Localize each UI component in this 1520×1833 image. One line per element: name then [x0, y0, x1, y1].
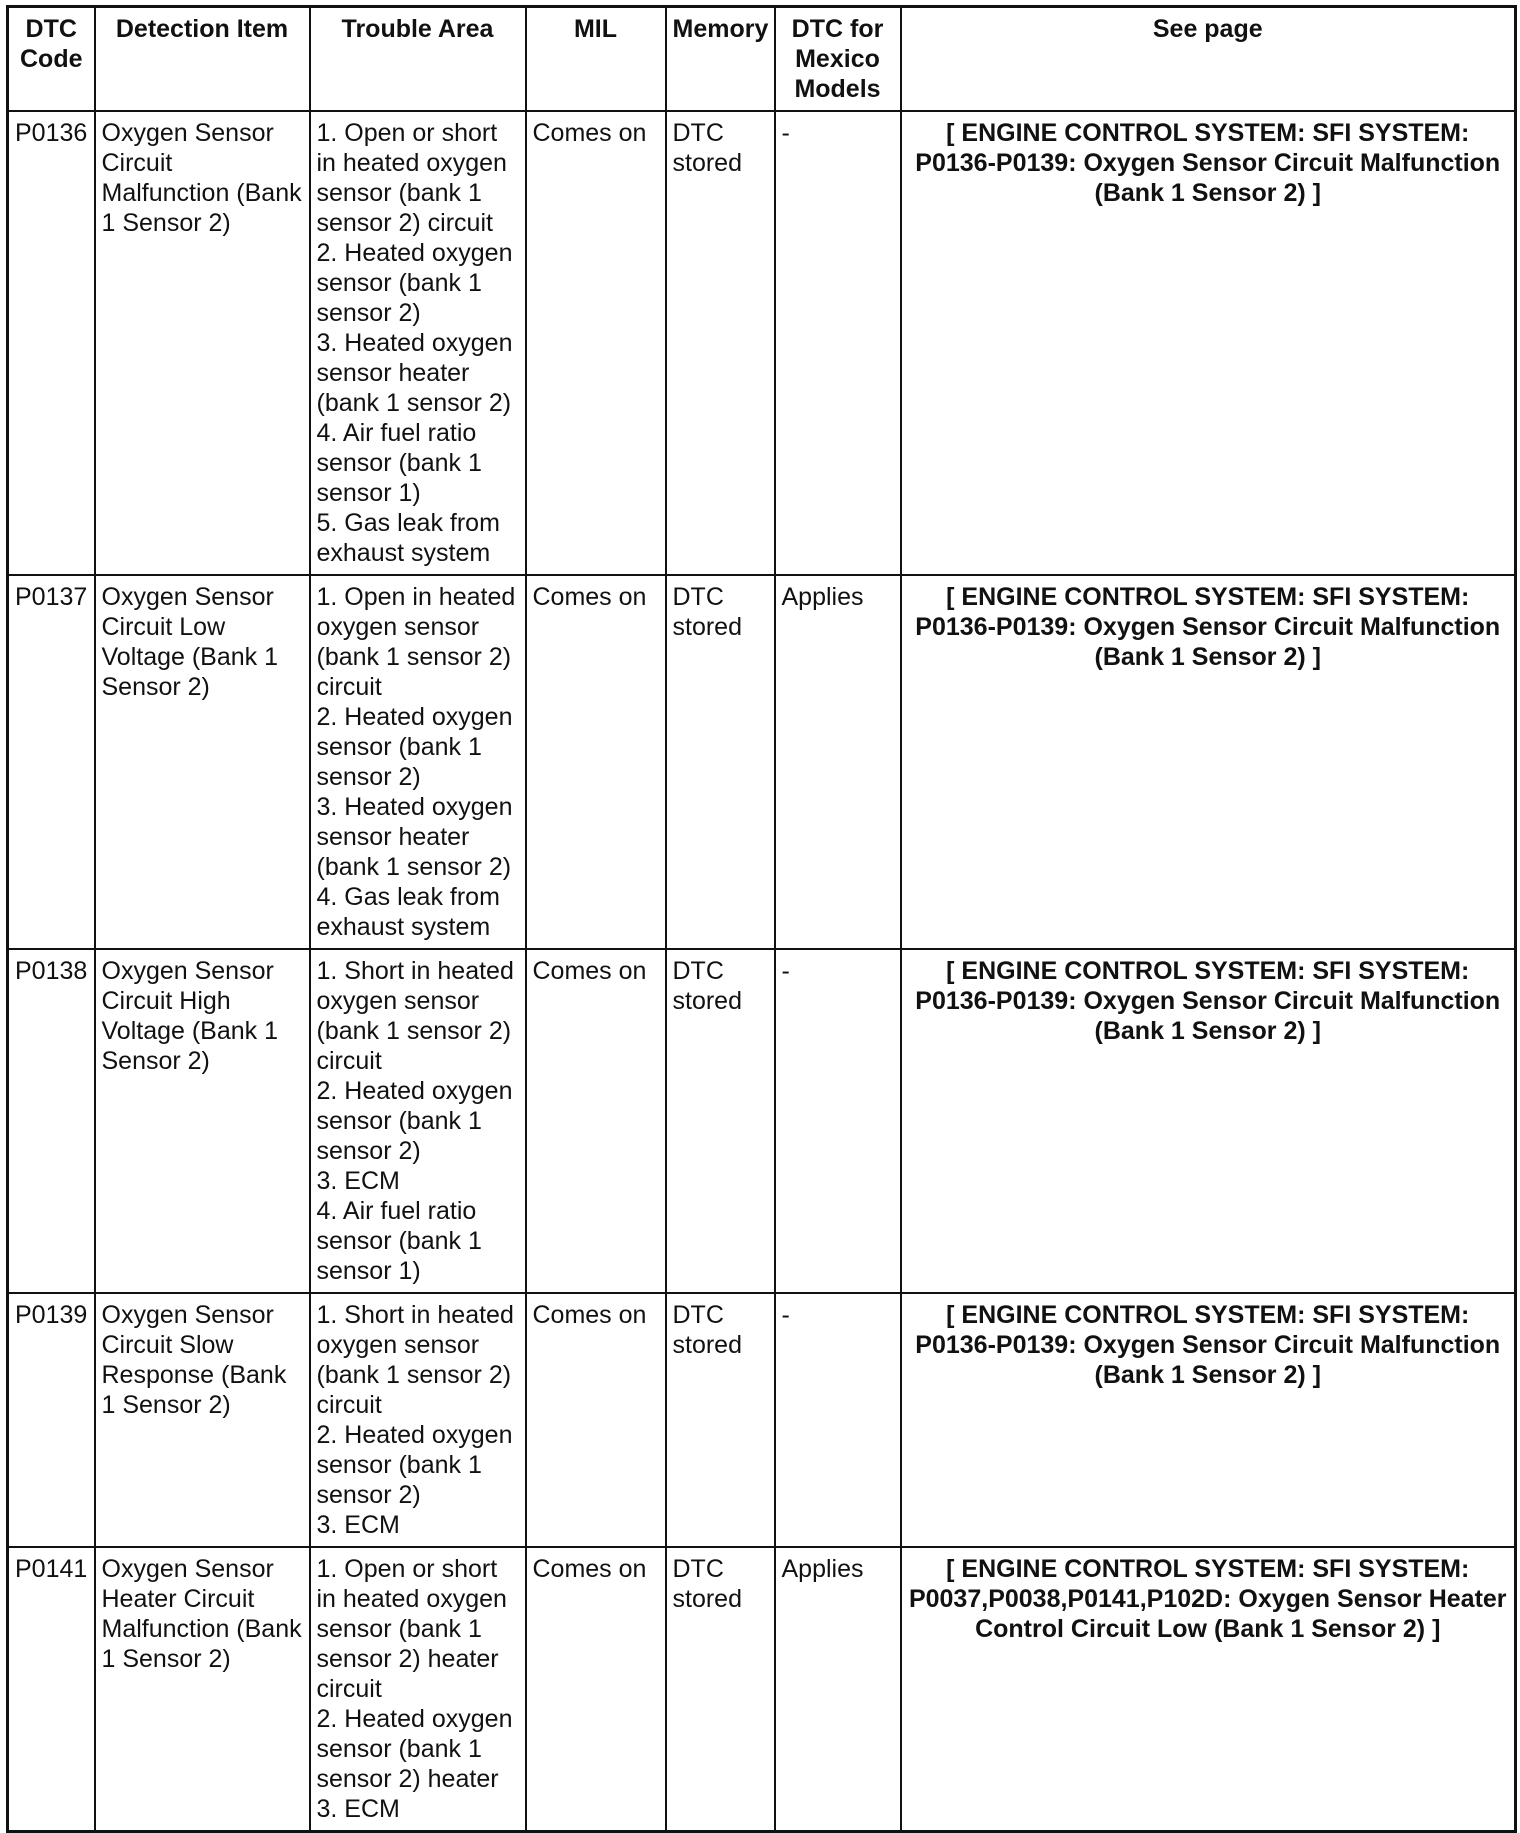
see-page-cell-line: (Bank 1 Sensor 2) ]	[1094, 179, 1321, 207]
memory-cell	[666, 111, 775, 575]
trouble-area-cell-line: 2. Heated oxygen	[316, 1077, 513, 1105]
see-page-cell	[901, 1293, 1516, 1547]
trouble-area-cell-line: 3. Heated oxygen	[316, 793, 513, 821]
trouble-area-cell-line: circuit	[316, 1047, 382, 1075]
see-page-cell	[901, 575, 1516, 949]
dtc-mexico-cell	[775, 1547, 901, 1832]
trouble-area-cell-line: sensor (bank 1	[316, 1107, 482, 1135]
trouble-area-cell-line: (bank 1 sensor 2)	[316, 1361, 512, 1389]
dtc-mexico-cell	[775, 1293, 901, 1547]
memory-cell-line: DTC	[672, 957, 724, 985]
dtc-code-cell-text: P0141	[15, 1555, 88, 1583]
detection-item-cell-line: Oxygen Sensor	[101, 1301, 274, 1329]
trouble-area-cell	[310, 1293, 526, 1547]
trouble-area-cell-line: sensor 2)	[316, 763, 421, 791]
trouble-area-cell-line: (bank 1 sensor 2)	[316, 853, 512, 881]
mil-cell	[526, 1547, 666, 1832]
trouble-area-cell-line: 4. Air fuel ratio	[316, 1197, 477, 1225]
trouble-area-cell-line: oxygen sensor	[316, 1331, 480, 1359]
see-page-cell-line: P0037,P0038,P0141,P102D: Oxygen Sensor Heater	[908, 1585, 1507, 1613]
mil-cell	[526, 111, 666, 575]
trouble-area-cell-line: 1. Short in heated	[316, 957, 514, 985]
dtc-code-cell-text: P0138	[15, 957, 88, 985]
memory-cell-line: stored	[672, 1331, 742, 1359]
memory-cell-line: stored	[672, 613, 742, 641]
trouble-area-cell-line: 1. Short in heated	[316, 1301, 514, 1329]
dtc-mexico-cell-text: -	[781, 957, 790, 985]
trouble-area-cell-line: in heated oxygen	[316, 149, 507, 177]
trouble-area-cell	[310, 111, 526, 575]
trouble-area-cell-line: sensor heater	[316, 359, 470, 387]
header-see-page: See page	[901, 7, 1516, 112]
trouble-area-cell-line: 3. ECM	[316, 1167, 400, 1195]
see-page-cell-line: [ ENGINE CONTROL SYSTEM: SFI SYSTEM:	[946, 119, 1470, 147]
detection-item-cell-line: Oxygen Sensor	[101, 957, 274, 985]
header-row	[8, 7, 1516, 112]
dtc-mexico-cell	[775, 575, 901, 949]
dtc-mexico-cell-text: -	[781, 1301, 790, 1329]
see-page-cell-line: (Bank 1 Sensor 2) ]	[1094, 1017, 1321, 1045]
trouble-area-cell-line: sensor (bank 1	[316, 733, 482, 761]
detection-item-cell	[95, 1547, 310, 1832]
memory-cell-line: DTC	[672, 1555, 724, 1583]
dtc-code-cell-text: P0139	[15, 1301, 88, 1329]
detection-item-cell-line: Heater Circuit	[101, 1585, 255, 1613]
dtc-code-cell-text: P0137	[15, 583, 88, 611]
mil-cell	[526, 949, 666, 1293]
dtc-code-cell	[8, 111, 95, 575]
detection-item-cell-line: Circuit Slow	[101, 1331, 234, 1359]
trouble-area-cell-line: sensor 1)	[316, 479, 421, 507]
see-page-cell-line: P0136-P0139: Oxygen Sensor Circuit Malfunction	[915, 1331, 1501, 1359]
detection-item-cell-line: 1 Sensor 2)	[101, 1645, 231, 1673]
see-page-cell-line: (Bank 1 Sensor 2) ]	[1094, 1361, 1321, 1389]
trouble-area-cell-line: sensor 2)	[316, 1481, 421, 1509]
trouble-area-cell-line: (bank 1 sensor 2)	[316, 643, 512, 671]
dtc-table-body	[8, 111, 1516, 1832]
see-page-cell	[901, 949, 1516, 1293]
trouble-area-cell	[310, 575, 526, 949]
see-page-cell	[901, 111, 1516, 575]
dtc-code-cell-text: P0136	[15, 119, 88, 147]
see-page-cell-line: P0136-P0139: Oxygen Sensor Circuit Malfunction	[915, 613, 1501, 641]
trouble-area-cell-line: 2. Heated oxygen	[316, 703, 513, 731]
mil-cell	[526, 1293, 666, 1547]
trouble-area-cell-line: 1. Open in heated	[316, 583, 516, 611]
dtc-mexico-cell-text: Applies	[781, 583, 864, 611]
memory-cell-line: stored	[672, 1585, 742, 1613]
trouble-area-cell-line: 1. Open or short	[316, 1555, 498, 1583]
detection-item-cell-line: Oxygen Sensor	[101, 1555, 274, 1583]
header-mil: MIL	[526, 7, 666, 112]
see-page-cell-line: [ ENGINE CONTROL SYSTEM: SFI SYSTEM:	[946, 583, 1470, 611]
detection-item-cell	[95, 949, 310, 1293]
trouble-area-cell-line: exhaust system	[316, 539, 491, 567]
memory-cell	[666, 1547, 775, 1832]
trouble-area-cell-line: sensor 2) heater	[316, 1765, 499, 1793]
detection-item-cell-line: Circuit	[101, 149, 173, 177]
mil-cell-text: Comes on	[532, 119, 647, 147]
memory-cell-line: DTC	[672, 583, 724, 611]
detection-item-cell-line: 1 Sensor 2)	[101, 209, 231, 237]
see-page-cell	[901, 1547, 1516, 1832]
mil-cell-text: Comes on	[532, 957, 647, 985]
trouble-area-cell-line: circuit	[316, 1675, 382, 1703]
trouble-area-cell-line: sensor (bank 1	[316, 1227, 482, 1255]
dtc-table	[6, 5, 1517, 1833]
trouble-area-cell-line: 4. Gas leak from	[316, 883, 500, 911]
detection-item-cell-line: Response (Bank	[101, 1361, 287, 1389]
memory-cell	[666, 1293, 775, 1547]
trouble-area-cell-line: (bank 1 sensor 2)	[316, 389, 512, 417]
detection-item-cell	[95, 575, 310, 949]
header-dtc-code: DTC Code	[8, 7, 95, 112]
mil-cell	[526, 575, 666, 949]
trouble-area-cell-line: sensor (bank 1	[316, 269, 482, 297]
trouble-area-cell-line: sensor (bank 1	[316, 1615, 482, 1643]
trouble-area-cell-line: sensor (bank 1	[316, 1451, 482, 1479]
trouble-area-cell-line: sensor 2) circuit	[316, 209, 493, 237]
trouble-area-cell-line: 3. ECM	[316, 1511, 400, 1539]
trouble-area-cell-line: sensor heater	[316, 823, 470, 851]
trouble-area-cell-line: 1. Open or short	[316, 119, 498, 147]
see-page-cell-line: P0136-P0139: Oxygen Sensor Circuit Malfunction	[915, 987, 1501, 1015]
see-page-cell-line: [ ENGINE CONTROL SYSTEM: SFI SYSTEM:	[946, 957, 1470, 985]
table-row	[8, 1547, 1516, 1832]
dtc-code-cell	[8, 575, 95, 949]
trouble-area-cell	[310, 949, 526, 1293]
memory-cell-line: stored	[672, 987, 742, 1015]
trouble-area-cell-line: oxygen sensor	[316, 613, 480, 641]
memory-cell-line: stored	[672, 149, 742, 177]
trouble-area-cell-line: (bank 1 sensor 2)	[316, 1017, 512, 1045]
memory-cell-line: DTC	[672, 119, 724, 147]
dtc-mexico-cell	[775, 111, 901, 575]
trouble-area-cell-line: sensor (bank 1	[316, 1735, 482, 1763]
dtc-code-cell	[8, 1547, 95, 1832]
detection-item-cell-line: Voltage (Bank 1	[101, 643, 279, 671]
detection-item-cell-line: 1 Sensor 2)	[101, 1391, 231, 1419]
memory-cell	[666, 575, 775, 949]
detection-item-cell-line: Circuit High	[101, 987, 231, 1015]
trouble-area-cell-line: sensor 2) heater	[316, 1645, 499, 1673]
memory-cell-line: DTC	[672, 1301, 724, 1329]
header-dtc-mexico: DTC for Mexico Models	[775, 7, 901, 112]
see-page-cell-line: P0136-P0139: Oxygen Sensor Circuit Malfunction	[915, 149, 1501, 177]
detection-item-cell	[95, 111, 310, 575]
trouble-area-cell-line: 2. Heated oxygen	[316, 1421, 513, 1449]
trouble-area-cell-line: 3. Heated oxygen	[316, 329, 513, 357]
detection-item-cell-line: Sensor 2)	[101, 673, 210, 701]
trouble-area-cell-line: in heated oxygen	[316, 1585, 507, 1613]
table-row	[8, 949, 1516, 1293]
trouble-area-cell-line: 2. Heated oxygen	[316, 239, 513, 267]
trouble-area-cell-line: 3. ECM	[316, 1795, 400, 1823]
mil-cell-text: Comes on	[532, 583, 647, 611]
header-detection-item: Detection Item	[95, 7, 310, 112]
see-page-cell-line: Control Circuit Low (Bank 1 Sensor 2) ]	[975, 1615, 1441, 1643]
header-trouble-area: Trouble Area	[310, 7, 526, 112]
table-row	[8, 575, 1516, 949]
trouble-area-cell-line: 4. Air fuel ratio	[316, 419, 477, 447]
trouble-area-cell-line: 2. Heated oxygen	[316, 1705, 513, 1733]
see-page-cell-line: [ ENGINE CONTROL SYSTEM: SFI SYSTEM:	[946, 1301, 1470, 1329]
detection-item-cell-line: Oxygen Sensor	[101, 583, 274, 611]
dtc-code-cell	[8, 1293, 95, 1547]
trouble-area-cell-line: circuit	[316, 673, 382, 701]
trouble-area-cell-line: sensor 2)	[316, 1137, 421, 1165]
dtc-mexico-cell-text: Applies	[781, 1555, 864, 1583]
trouble-area-cell-line: circuit	[316, 1391, 382, 1419]
trouble-area-cell-line: 5. Gas leak from	[316, 509, 500, 537]
detection-item-cell-line: Oxygen Sensor	[101, 119, 274, 147]
trouble-area-cell-line: sensor 1)	[316, 1257, 421, 1285]
trouble-area-cell-line: exhaust system	[316, 913, 491, 941]
table-row	[8, 111, 1516, 575]
mil-cell-text: Comes on	[532, 1555, 647, 1583]
detection-item-cell-line: Voltage (Bank 1	[101, 1017, 279, 1045]
memory-cell	[666, 949, 775, 1293]
dtc-code-cell	[8, 949, 95, 1293]
header-memory: Memory	[666, 7, 775, 112]
trouble-area-cell-line: oxygen sensor	[316, 987, 480, 1015]
dtc-mexico-cell-text: -	[781, 119, 790, 147]
see-page-cell-line: (Bank 1 Sensor 2) ]	[1094, 643, 1321, 671]
detection-item-cell-line: Malfunction (Bank	[101, 1615, 302, 1643]
dtc-table-sheet	[6, 5, 1514, 1833]
detection-item-cell-line: Malfunction (Bank	[101, 179, 302, 207]
detection-item-cell	[95, 1293, 310, 1547]
see-page-cell-line: [ ENGINE CONTROL SYSTEM: SFI SYSTEM:	[946, 1555, 1470, 1583]
trouble-area-cell	[310, 1547, 526, 1832]
trouble-area-cell-line: sensor (bank 1	[316, 449, 482, 477]
table-row	[8, 1293, 1516, 1547]
detection-item-cell-line: Circuit Low	[101, 613, 226, 641]
detection-item-cell-line: Sensor 2)	[101, 1047, 210, 1075]
mil-cell-text: Comes on	[532, 1301, 647, 1329]
trouble-area-cell-line: sensor (bank 1	[316, 179, 482, 207]
dtc-mexico-cell	[775, 949, 901, 1293]
trouble-area-cell-line: sensor 2)	[316, 299, 421, 327]
